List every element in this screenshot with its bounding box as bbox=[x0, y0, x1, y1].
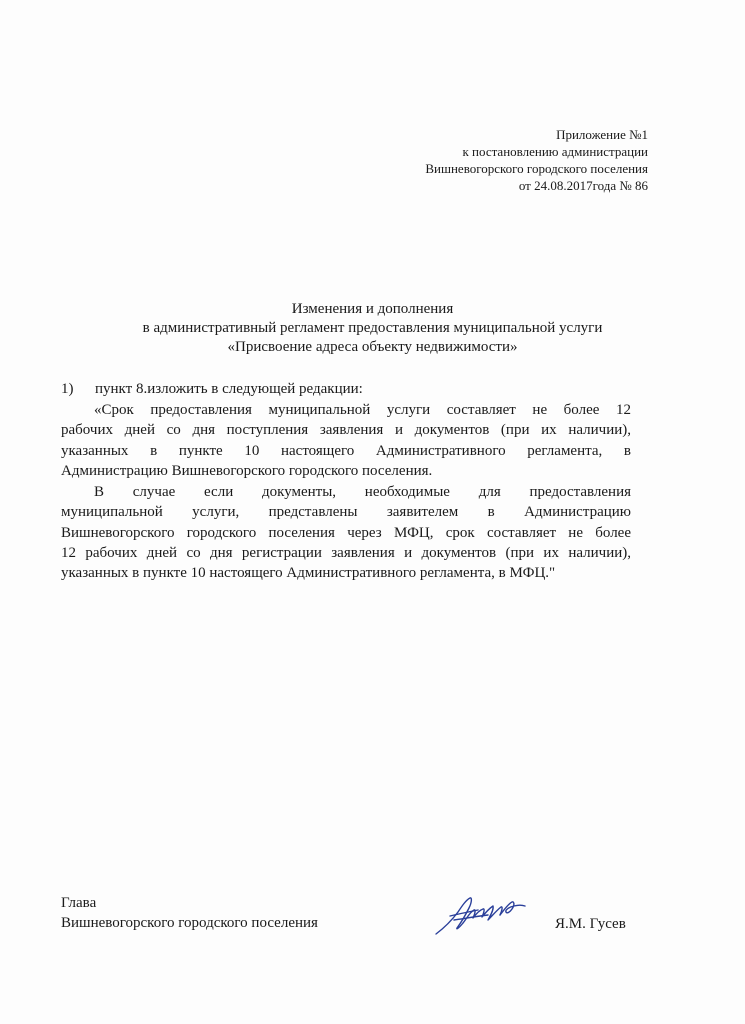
appendix-resolution: к постановлению администрации bbox=[462, 144, 648, 159]
appendix-settlement: Вишневогорского городского поселения bbox=[425, 161, 648, 176]
position-title: Глава bbox=[61, 895, 97, 911]
paragraph-line: «Срок предоставления муниципальной услуги составляет не более 12 bbox=[94, 402, 631, 418]
position-settlement: Вишневогорского городского поселения bbox=[61, 915, 318, 931]
paragraph-line: 12 рабочих дней со дня регистрации заявления и документов (при их наличии), bbox=[61, 544, 631, 561]
paragraph-line: указанных в пункте 10 настоящего Административного регламента, в bbox=[61, 442, 631, 459]
paragraph-line: рабочих дней со дня поступления заявления и документов (при их наличии), bbox=[61, 422, 631, 439]
paragraph-line: муниципальной услуги, представлены заявителем в Администрацию bbox=[61, 504, 631, 521]
paragraph-line: указанных в пункте 10 настоящего Административного регламента, в МФЦ." bbox=[61, 565, 556, 582]
paragraph-line: Администрацию Вишневогорского городского поселения. bbox=[61, 462, 433, 479]
appendix-title: Приложение №1 bbox=[556, 127, 648, 142]
signature-stroke bbox=[436, 898, 471, 934]
item-number: 1) bbox=[61, 381, 74, 397]
title-line-1: Изменения и дополнения bbox=[291, 301, 454, 317]
signatory-name: Я.М. Гусев bbox=[555, 916, 626, 932]
signatory-position bbox=[61, 893, 318, 933]
title-line-2: в административный регламент предоставления муниципальной услуги bbox=[142, 320, 603, 336]
item-1 bbox=[61, 379, 363, 399]
signature-stroke bbox=[500, 902, 525, 915]
title-line-3: «Присвоение адреса объекту недвижимости» bbox=[227, 339, 518, 355]
appendix-header bbox=[425, 126, 648, 194]
signature-stroke bbox=[454, 915, 488, 920]
paragraph-line: В случае если документы, необходимые для предоставления bbox=[94, 484, 631, 500]
paragraph-1 bbox=[61, 400, 631, 481]
paragraph-2 bbox=[61, 482, 631, 583]
item-text: пункт 8.изложить в следующей редакции: bbox=[95, 381, 363, 397]
appendix-date-number: от 24.08.2017года № 86 bbox=[518, 178, 648, 193]
document-title bbox=[0, 300, 745, 357]
handwritten-signature bbox=[432, 890, 532, 940]
paragraph-line: Вишневогорского городского поселения через МФЦ, срок составляет не более bbox=[61, 524, 631, 541]
